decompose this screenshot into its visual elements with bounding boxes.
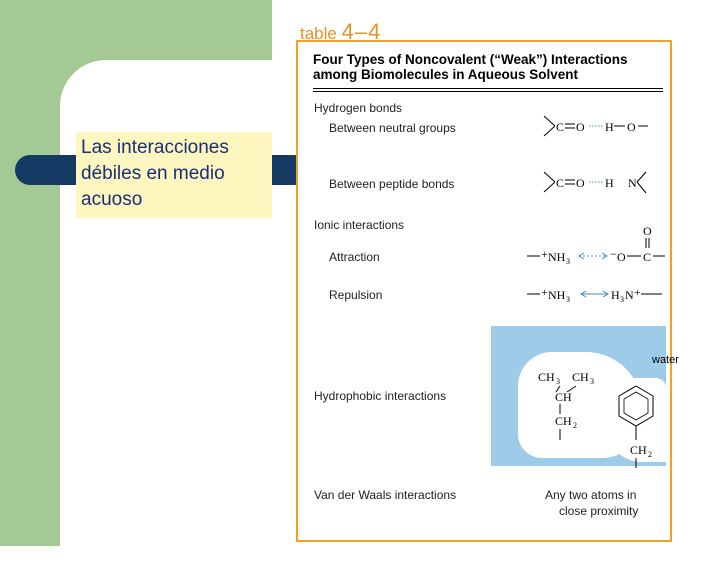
- row-vdw: Van der Waals interactions: [314, 488, 457, 502]
- table-label-prefix: table: [300, 24, 342, 43]
- svg-text:CH: CH: [538, 370, 555, 384]
- svg-text:+: +: [541, 285, 548, 299]
- svg-text:C: C: [556, 176, 565, 190]
- svg-text:N: N: [628, 176, 637, 190]
- svg-text:3: 3: [590, 377, 594, 386]
- svg-text:O: O: [576, 176, 585, 190]
- svg-text:O: O: [576, 120, 585, 134]
- water-label: water: [652, 354, 679, 366]
- row-between-neutral: Between neutral groups: [329, 121, 456, 135]
- svg-text:O: O: [617, 250, 626, 264]
- svg-text:3: 3: [556, 377, 560, 386]
- svg-text:O: O: [627, 120, 636, 134]
- svg-text:+: +: [634, 285, 641, 299]
- svg-text:H: H: [611, 288, 620, 302]
- svg-text:C: C: [556, 120, 565, 134]
- svg-text:H: H: [605, 176, 614, 190]
- svg-text:O: O: [643, 224, 652, 238]
- svg-text:NH: NH: [548, 288, 566, 302]
- svg-text:C: C: [643, 250, 652, 264]
- isobutyl-group: [538, 370, 594, 440]
- svg-text:CH: CH: [555, 414, 572, 428]
- svg-text:3: 3: [566, 295, 570, 304]
- ionic-repulsion-structure: [527, 285, 662, 304]
- row-ionic: Ionic interactions: [314, 218, 405, 232]
- svg-text:CH: CH: [572, 370, 589, 384]
- svg-text:3: 3: [566, 257, 570, 266]
- svg-text:H: H: [605, 120, 614, 134]
- vdw-description-line1: Any two atoms in: [545, 488, 637, 502]
- slide-title: Las interacciones débiles en medio acuoso: [81, 137, 229, 210]
- svg-text:3: 3: [620, 295, 624, 304]
- svg-text:+: +: [541, 247, 548, 261]
- ionic-attraction-structure: [527, 224, 665, 266]
- benzyl-group: [619, 386, 653, 468]
- vdw-description-line2: close proximity: [559, 504, 639, 518]
- table-label-number: 4–4: [341, 19, 382, 44]
- hbond-peptide-structure: [544, 172, 646, 193]
- svg-text:2: 2: [648, 450, 652, 459]
- svg-text:NH: NH: [548, 250, 566, 264]
- svg-text:N: N: [625, 288, 634, 302]
- svg-text:2: 2: [573, 421, 577, 430]
- hbond-neutral-structure: [544, 116, 648, 136]
- row-between-peptide: Between peptide bonds: [329, 177, 455, 191]
- svg-text:−: −: [610, 247, 617, 261]
- svg-text:CH: CH: [630, 443, 647, 457]
- svg-text:CH: CH: [555, 390, 572, 404]
- row-hydrogen-bonds: Hydrogen bonds: [314, 101, 403, 115]
- row-repulsion: Repulsion: [329, 288, 383, 302]
- table-heading: Four Types of Noncovalent (“Weak”) Interactions among Biomolecules in Aqueous Solvent: [313, 52, 628, 82]
- row-hydrophobic: Hydrophobic interactions: [314, 389, 447, 403]
- row-attraction: Attraction: [329, 250, 380, 264]
